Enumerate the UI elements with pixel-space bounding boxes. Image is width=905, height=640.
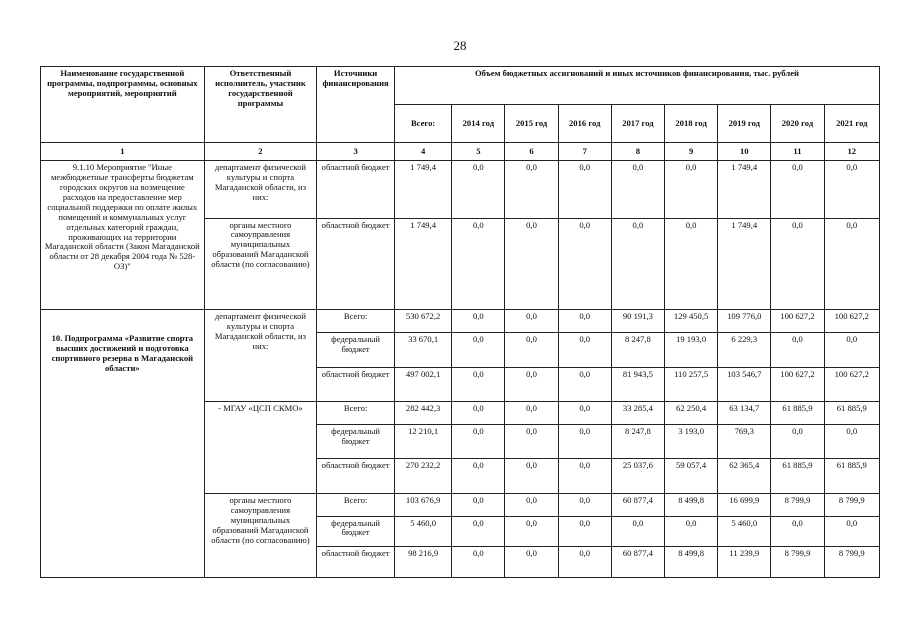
value-cell: 61 885,9 (824, 459, 879, 494)
value-cell: 62 365,4 (718, 459, 771, 494)
column-number: 4 (394, 143, 451, 161)
column-number: 3 (317, 143, 395, 161)
header-year: 2021 год (824, 105, 879, 143)
value-cell: 0,0 (771, 424, 824, 459)
column-number: 11 (771, 143, 824, 161)
table-row (41, 161, 880, 218)
value-cell: 0,0 (505, 218, 558, 310)
value-cell: 0,0 (824, 332, 879, 367)
value-cell: 0,0 (611, 516, 664, 547)
value-cell: 8 247,8 (611, 332, 664, 367)
source-cell: областной бюджет (317, 547, 395, 578)
column-number: 1 (41, 143, 205, 161)
source-cell: федеральный бюджет (317, 516, 395, 547)
header-program: Наименование государственной программы, подпрограммы, основных мероприятий, мероприятий (41, 67, 205, 143)
value-cell: 0,0 (505, 367, 558, 402)
value-cell: 0,0 (824, 161, 879, 218)
value-cell: 0,0 (452, 161, 505, 218)
source-cell: областной бюджет (317, 459, 395, 494)
page-number: 28 (453, 38, 467, 53)
value-cell: 33 285,4 (611, 402, 664, 424)
measure-name: 9.1.10 Мероприятие "Иные межбюджетные трансферты бюджетам городских округов на возмещение расходов на предоставление мер социальной поддержки по оплате жилых помещений и коммунальных услуг отдельных категорий граждан, проживающих на территории Магаданской области (Закон Магаданской области от 28 декабря 2004 года № 528-ОЗ)" (41, 161, 205, 310)
value-cell: 90 191,3 (611, 310, 664, 332)
column-number: 2 (204, 143, 317, 161)
value-cell: 0,0 (558, 516, 611, 547)
value-cell: 0,0 (771, 161, 824, 218)
value-cell: 0,0 (771, 332, 824, 367)
value-cell: 103 676,9 (394, 494, 451, 516)
value-cell: 61 885,9 (771, 402, 824, 424)
value-cell: 129 450,5 (665, 310, 718, 332)
value-cell: 100 627,2 (771, 310, 824, 332)
table-row (41, 310, 880, 332)
budget-table (40, 66, 880, 578)
value-cell: 103 546,7 (718, 367, 771, 402)
value-cell: 60 877,4 (611, 494, 664, 516)
value-cell: 3 193,0 (665, 424, 718, 459)
header-year: 2015 год (505, 105, 558, 143)
column-number: 12 (824, 143, 879, 161)
column-number-row (41, 143, 880, 161)
value-cell: 0,0 (505, 516, 558, 547)
header-volume: Объем бюджетных ассигнований и иных источников финансирования, тыс. рублей (394, 67, 879, 105)
value-cell: 0,0 (771, 516, 824, 547)
value-cell: 0,0 (558, 459, 611, 494)
value-cell: 25 037,6 (611, 459, 664, 494)
value-cell: 0,0 (505, 332, 558, 367)
value-cell: 0,0 (558, 424, 611, 459)
value-cell: 0,0 (452, 218, 505, 310)
value-cell: 769,3 (718, 424, 771, 459)
header-source: Источники финансирования (317, 67, 395, 143)
value-cell: 62 250,4 (665, 402, 718, 424)
value-cell: 5 460,0 (718, 516, 771, 547)
value-cell: 0,0 (558, 402, 611, 424)
value-cell: 61 885,9 (771, 459, 824, 494)
executor-cell: органы местного самоуправления муниципальных образований Магаданской области (по согласованию) (204, 494, 317, 578)
value-cell: 270 232,2 (394, 459, 451, 494)
value-cell: 0,0 (558, 367, 611, 402)
value-cell: 0,0 (452, 332, 505, 367)
value-cell: 98 216,9 (394, 547, 451, 578)
header-total: Всего: (394, 105, 451, 143)
value-cell: 19 193,0 (665, 332, 718, 367)
value-cell: 0,0 (558, 547, 611, 578)
value-cell: 0,0 (558, 161, 611, 218)
column-number: 7 (558, 143, 611, 161)
column-number: 5 (452, 143, 505, 161)
value-cell: 0,0 (505, 424, 558, 459)
value-cell: 16 699,9 (718, 494, 771, 516)
value-cell: 0,0 (505, 494, 558, 516)
header-year: 2017 год (611, 105, 664, 143)
source-cell: областной бюджет (317, 161, 395, 218)
value-cell: 8 799,9 (824, 494, 879, 516)
value-cell: 0,0 (452, 547, 505, 578)
source-cell: федеральный бюджет (317, 332, 395, 367)
executor-cell: департамент физической культуры и спорта Магаданской области, из них: (204, 310, 317, 402)
value-cell: 8 499,8 (665, 494, 718, 516)
value-cell: 0,0 (665, 218, 718, 310)
value-cell: 0,0 (452, 424, 505, 459)
value-cell: 0,0 (452, 367, 505, 402)
value-cell: 0,0 (452, 310, 505, 332)
value-cell: 0,0 (771, 218, 824, 310)
value-cell: 0,0 (505, 459, 558, 494)
value-cell: 530 672,2 (394, 310, 451, 332)
header-year: 2020 год (771, 105, 824, 143)
column-number: 9 (665, 143, 718, 161)
value-cell: 0,0 (558, 310, 611, 332)
value-cell: 60 877,4 (611, 547, 664, 578)
value-cell: 1 749,4 (718, 161, 771, 218)
value-cell: 61 885,9 (824, 402, 879, 424)
value-cell: 1 749,4 (394, 161, 451, 218)
value-cell: 0,0 (505, 547, 558, 578)
value-cell: 0,0 (558, 332, 611, 367)
value-cell: 0,0 (505, 310, 558, 332)
value-cell: 0,0 (665, 161, 718, 218)
value-cell: 110 257,5 (665, 367, 718, 402)
value-cell: 8 799,9 (771, 494, 824, 516)
value-cell: 8 499,8 (665, 547, 718, 578)
value-cell: 1 749,4 (718, 218, 771, 310)
value-cell: 0,0 (505, 161, 558, 218)
source-cell: Всего: (317, 310, 395, 332)
value-cell: 8 247,8 (611, 424, 664, 459)
executor-cell: департамент физической культуры и спорта Магаданской области, из них: (204, 161, 317, 218)
value-cell: 0,0 (558, 218, 611, 310)
value-cell: 63 134,7 (718, 402, 771, 424)
value-cell: 0,0 (558, 494, 611, 516)
header-year: 2019 год (718, 105, 771, 143)
value-cell: 0,0 (824, 424, 879, 459)
executor-cell: - МГАУ «ЦСП СКМО» (204, 402, 317, 494)
source-cell: Всего: (317, 494, 395, 516)
value-cell: 0,0 (824, 218, 879, 310)
value-cell: 497 002,1 (394, 367, 451, 402)
value-cell: 33 670,1 (394, 332, 451, 367)
value-cell: 0,0 (824, 516, 879, 547)
value-cell: 100 627,2 (824, 367, 879, 402)
subprogram-name: 10. Подпрограмма «Развитие спорта высших достижений и подготовка спортивного резерва в Магаданской области» (41, 310, 205, 578)
value-cell: 8 799,9 (771, 547, 824, 578)
value-cell: 0,0 (611, 218, 664, 310)
value-cell: 0,0 (452, 402, 505, 424)
header-year: 2014 год (452, 105, 505, 143)
value-cell: 81 943,5 (611, 367, 664, 402)
source-cell: областной бюджет (317, 367, 395, 402)
source-cell: федеральный бюджет (317, 424, 395, 459)
value-cell: 0,0 (505, 402, 558, 424)
column-number: 10 (718, 143, 771, 161)
source-cell: Всего: (317, 402, 395, 424)
column-number: 6 (505, 143, 558, 161)
header-year: 2016 год (558, 105, 611, 143)
header-year: 2018 год (665, 105, 718, 143)
value-cell: 100 627,2 (824, 310, 879, 332)
value-cell: 5 460,0 (394, 516, 451, 547)
value-cell: 0,0 (452, 494, 505, 516)
column-number: 8 (611, 143, 664, 161)
value-cell: 1 749,4 (394, 218, 451, 310)
value-cell: 12 210,1 (394, 424, 451, 459)
executor-cell: органы местного самоуправления муниципальных образований Магаданской области (по согласованию) (204, 218, 317, 310)
value-cell: 100 627,2 (771, 367, 824, 402)
value-cell: 0,0 (452, 459, 505, 494)
value-cell: 282 442,3 (394, 402, 451, 424)
value-cell: 59 057,4 (665, 459, 718, 494)
source-cell: областной бюджет (317, 218, 395, 310)
value-cell: 0,0 (665, 516, 718, 547)
value-cell: 8 799,9 (824, 547, 879, 578)
value-cell: 0,0 (611, 161, 664, 218)
value-cell: 6 229,3 (718, 332, 771, 367)
header-executor: Ответственный исполнитель, участник государственной программы (204, 67, 317, 143)
value-cell: 0,0 (452, 516, 505, 547)
value-cell: 109 776,0 (718, 310, 771, 332)
value-cell: 11 239,9 (718, 547, 771, 578)
